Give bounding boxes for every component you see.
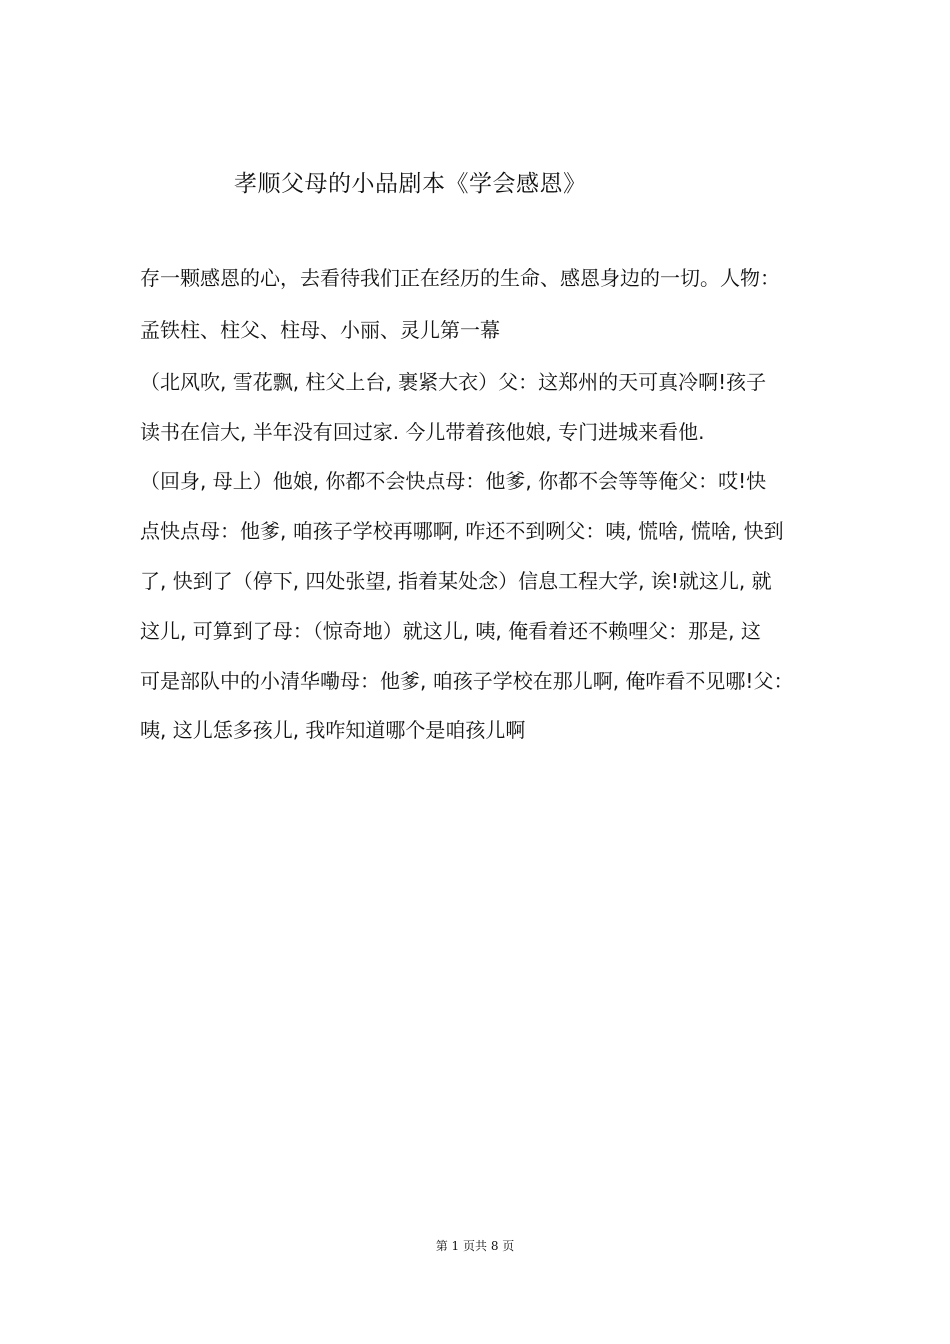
body-line: 存一颗感恩的心，去看待我们正在经历的生命、感恩身边的一切。人物： [140,266,780,290]
body-line: （回身, 母上）他娘, 你都不会快点母：他爹, 你都不会等等俺父：哎!快 [140,469,767,493]
body-line: 咦, 这儿恁多孩儿, 我咋知道哪个是咱孩儿啊 [140,718,526,742]
body-line: 了, 快到了（停下, 四处张望, 指着某处念）信息工程大学, 诶!就这儿, 就 [140,569,772,593]
body-line: （北风吹, 雪花飘, 柱父上台, 裹紧大衣）父：这郑州的天可真冷啊!孩子 [140,370,767,394]
body-line: 可是部队中的小清华嘞母：他爹, 咱孩子学校在那儿啊, 俺咋看不见哪!父： [140,669,794,693]
document-title: 孝顺父母的小品剧本《学会感恩》 [234,171,587,197]
page-number-footer: 第 1 页共 8 页 [435,1239,515,1253]
body-line: 读书在信大, 半年没有回过家. 今儿带着孩他娘, 专门进城来看他. [140,420,705,444]
body-line: 这儿, 可算到了母：（惊奇地）就这儿, 咦, 俺看着还不赖哩父：那是, 这 [140,619,761,643]
body-line: 孟铁柱、柱父、柱母、小丽、灵儿第一幕 [140,318,500,342]
body-line: 点快点母：他爹, 咱孩子学校再哪啊, 咋还不到咧父：咦, 慌啥, 慌啥, 快到 [140,519,784,543]
